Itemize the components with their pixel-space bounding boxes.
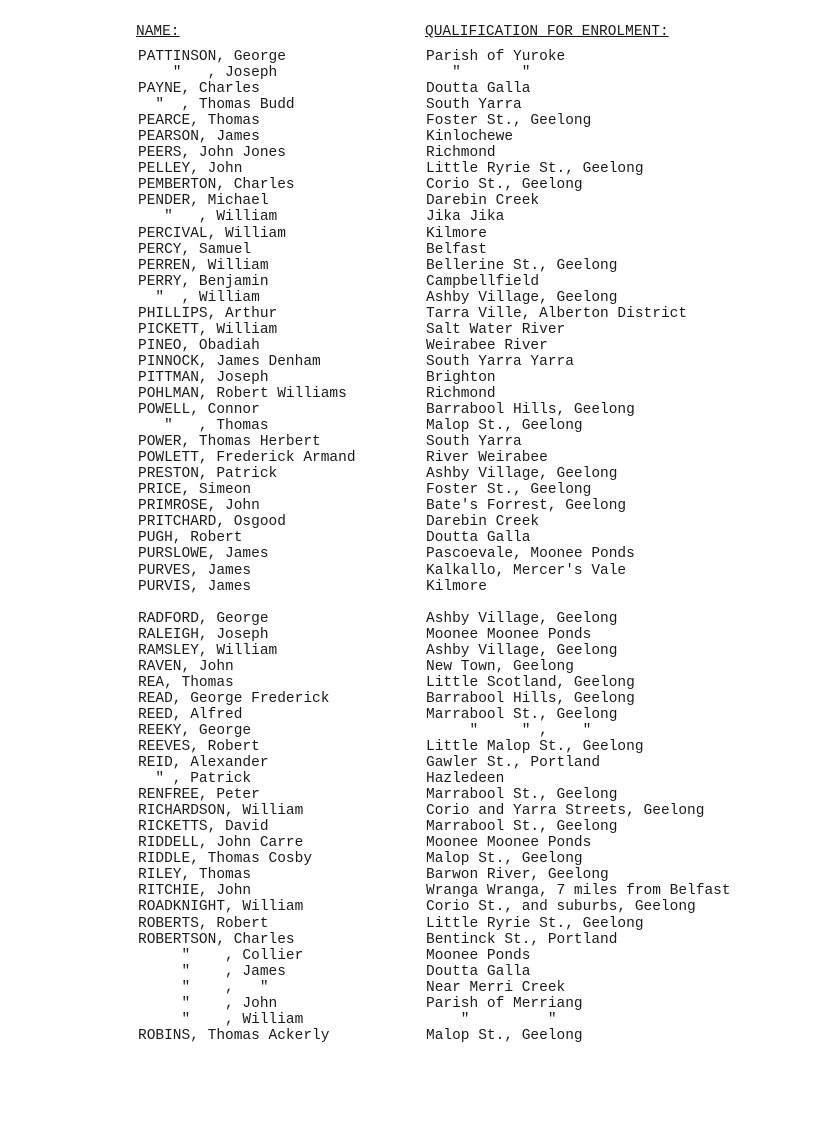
enrolment-qualification: Little Scotland, Geelong: [426, 674, 635, 691]
enrolee-name: REED, Alfred: [138, 706, 243, 723]
enrolment-qualification: " ": [426, 65, 531, 82]
enrolee-name: PICKETT, William: [138, 321, 278, 338]
enrolment-qualification: Darebin Creek: [426, 193, 540, 210]
enrolee-name: RITCHIE, John: [138, 883, 252, 900]
enrolee-name: PRESTON, Patrick: [138, 466, 278, 483]
enrolment-qualification: Kinlochewe: [426, 129, 514, 146]
enrolee-name: PATTINSON, George: [138, 49, 286, 65]
enrolee-name: PERREN, William: [138, 257, 269, 274]
enrolee-name: PUGH, Robert: [138, 530, 243, 547]
enrolee-name: " , William: [138, 1011, 304, 1028]
enrolment-qualification: South Yarra Yarra: [426, 353, 574, 370]
enrolment-qualification: Doutta Galla: [426, 81, 531, 98]
name-column-header: NAME:: [136, 24, 180, 40]
enrolment-qualification: Gawler St., Portland: [426, 755, 601, 772]
enrolee-name: PEARSON, James: [138, 129, 260, 146]
enrolee-name: RADFORD, George: [138, 610, 269, 627]
enrolee-name: PELLEY, John: [138, 161, 243, 178]
enrolment-qualification: Darebin Creek: [426, 514, 540, 531]
enrolee-name: RIDDLE, Thomas Cosby: [138, 851, 313, 868]
enrolment-qualification: Bellerine St., Geelong: [426, 257, 618, 274]
enrolment-qualification: Jika Jika: [426, 209, 505, 226]
enrolment-qualification: Kilmore: [426, 225, 487, 242]
enrolee-name: POWELL, Connor: [138, 402, 260, 419]
enrolee-name: " , William: [138, 209, 278, 226]
section-gap: [138, 595, 356, 611]
enrolee-name: PRICE, Simeon: [138, 482, 252, 499]
enrolee-name: PURVES, James: [138, 562, 252, 579]
enrolee-name: " , Thomas: [138, 418, 269, 435]
names-column: [138, 49, 356, 1044]
enrolee-name: PRIMROSE, John: [138, 498, 260, 515]
enrolee-name: REID, Alexander: [138, 755, 269, 772]
enrolee-name: " , William: [138, 289, 260, 306]
enrolee-name: RILEY, Thomas: [138, 867, 252, 884]
enrolment-qualification: " ": [426, 1011, 557, 1028]
enrolment-qualification: Parish of Yuroke: [426, 49, 566, 65]
enrolment-qualification: Campbellfield: [426, 273, 540, 290]
enrolee-name: " , Thomas Budd: [138, 97, 295, 114]
enrolee-name: PENDER, Michael: [138, 193, 269, 210]
enrolment-qualification: Parish of Merriang: [426, 995, 583, 1012]
enrolment-qualification: Ashby Village, Geelong: [426, 610, 618, 627]
enrolee-name: RAVEN, John: [138, 658, 234, 675]
enrolment-qualification: Bate's Forrest, Geelong: [426, 498, 627, 515]
enrolee-name: RIDDELL, John Carre: [138, 835, 304, 852]
enrolment-qualification: Foster St., Geelong: [426, 482, 592, 499]
enrolee-name: " , James: [138, 963, 286, 980]
enrolee-name: PURSLOWE, James: [138, 546, 269, 563]
enrolee-name: PRITCHARD, Osgood: [138, 514, 286, 531]
enrolee-name: PEARCE, Thomas: [138, 113, 260, 130]
enrolment-qualification: Hazledeen: [426, 771, 505, 788]
enrolee-name: PITTMAN, Joseph: [138, 369, 269, 386]
enrolment-qualification: Salt Water River: [426, 321, 566, 338]
enrolment-qualification: Tarra Ville, Alberton District: [426, 305, 688, 322]
enrolee-name: " , John: [138, 995, 278, 1012]
enrolee-name: RAMSLEY, William: [138, 642, 278, 659]
enrolment-qualification: Richmond: [426, 145, 496, 162]
enrolment-qualification: Moonee Moonee Ponds: [426, 835, 592, 852]
enrolee-name: PURVIS, James: [138, 578, 252, 595]
enrolment-qualification: South Yarra: [426, 97, 522, 114]
enrolee-name: ROBERTSON, Charles: [138, 931, 295, 948]
enrolee-name: PINEO, Obadiah: [138, 337, 260, 354]
enrolee-name: PEERS, John Jones: [138, 145, 286, 162]
enrolment-qualification: Doutta Galla: [426, 963, 531, 980]
enrolment-qualification: Barrabool Hills, Geelong: [426, 690, 635, 707]
enrolee-name: RALEIGH, Joseph: [138, 626, 269, 643]
enrolment-qualification: Doutta Galla: [426, 530, 531, 547]
enrolee-name: POHLMAN, Robert Williams: [138, 385, 347, 402]
enrolee-name: ROBERTS, Robert: [138, 915, 269, 932]
enrolment-qualification: Belfast: [426, 241, 487, 258]
enrolee-name: RENFREE, Peter: [138, 787, 260, 804]
enrolment-qualification: Corio St., Geelong: [426, 177, 583, 194]
qualification-column-header: QUALIFICATION FOR ENROLMENT:: [425, 24, 669, 40]
enrolment-qualification: Malop St., Geelong: [426, 851, 583, 868]
enrolment-qualification: Foster St., Geelong: [426, 113, 592, 130]
enrolment-qualification: Pascoevale, Moonee Ponds: [426, 546, 635, 563]
enrolment-qualification: Moonee Moonee Ponds: [426, 626, 592, 643]
enrolment-qualification: South Yarra: [426, 434, 522, 451]
enrolment-qualification: Little Malop St., Geelong: [426, 739, 644, 756]
enrolee-name: PAYNE, Charles: [138, 81, 260, 98]
enrolee-name: ROBINS, Thomas Ackerly: [138, 1027, 330, 1044]
enrolee-name: PEMBERTON, Charles: [138, 177, 295, 194]
enrolee-name: REA, Thomas: [138, 674, 234, 691]
enrolee-name: PERCIVAL, William: [138, 225, 286, 242]
enrolment-qualification: Ashby Village, Geelong: [426, 642, 618, 659]
enrolment-qualification: River Weirabee: [426, 450, 548, 467]
enrolment-qualification: Barwon River, Geelong: [426, 867, 609, 884]
qualifications-column: [426, 49, 731, 1044]
enrolment-qualification: Brighton: [426, 369, 496, 386]
enrolee-name: RICKETTS, David: [138, 819, 269, 836]
enrolment-qualification: Ashby Village, Geelong: [426, 289, 618, 306]
enrolment-qualification: Marrabool St., Geelong: [426, 819, 618, 836]
enrolment-qualification: Kalkallo, Mercer's Vale: [426, 562, 627, 579]
section-gap: [426, 595, 731, 611]
enrolment-qualification: Marrabool St., Geelong: [426, 787, 618, 804]
enrolment-qualification: Kilmore: [426, 578, 487, 595]
enrolment-qualification: Corio St., and suburbs, Geelong: [426, 899, 696, 916]
enrolee-name: POWER, Thomas Herbert: [138, 434, 321, 451]
enrolee-name: PERRY, Benjamin: [138, 273, 269, 290]
enrolment-qualification: Malop St., Geelong: [426, 418, 583, 435]
enrolment-qualification: Corio and Yarra Streets, Geelong: [426, 803, 705, 820]
enrolment-qualification: Moonee Ponds: [426, 947, 531, 964]
enrolee-name: " , Collier: [138, 947, 304, 964]
enrolee-name: REEKY, George: [138, 722, 252, 739]
enrolee-name: PHILLIPS, Arthur: [138, 305, 278, 322]
enrolee-name: READ, George Frederick: [138, 690, 330, 707]
enrolee-name: ROADKNIGHT, William: [138, 899, 304, 916]
enrolment-qualification: Barrabool Hills, Geelong: [426, 402, 635, 419]
enrolee-name: REEVES, Robert: [138, 739, 260, 756]
enrolment-qualification: Marrabool St., Geelong: [426, 706, 618, 723]
enrolee-name: PERCY, Samuel: [138, 241, 252, 258]
enrolment-qualification: Ashby Village, Geelong: [426, 466, 618, 483]
enrolment-qualification: Malop St., Geelong: [426, 1027, 583, 1044]
enrolee-name: POWLETT, Frederick Armand: [138, 450, 356, 467]
enrolment-qualification: " " , ": [426, 722, 592, 739]
enrolee-name: " , ": [138, 979, 269, 996]
enrolment-qualification: Near Merri Creek: [426, 979, 566, 996]
enrolee-name: " , Patrick: [138, 771, 252, 788]
enrolment-qualification: Richmond: [426, 385, 496, 402]
enrolment-qualification: Little Ryrie St., Geelong: [426, 915, 644, 932]
enrolment-qualification: Weirabee River: [426, 337, 548, 354]
enrolment-qualification: New Town, Geelong: [426, 658, 574, 675]
enrolment-qualification: Wranga Wranga, 7 miles from Belfast: [426, 883, 731, 900]
enrolee-name: PINNOCK, James Denham: [138, 353, 321, 370]
enrolee-name: RICHARDSON, William: [138, 803, 304, 820]
enrolee-name: " , Joseph: [138, 65, 278, 82]
enrolment-qualification: Bentinck St., Portland: [426, 931, 618, 948]
enrolment-qualification: Little Ryrie St., Geelong: [426, 161, 644, 178]
